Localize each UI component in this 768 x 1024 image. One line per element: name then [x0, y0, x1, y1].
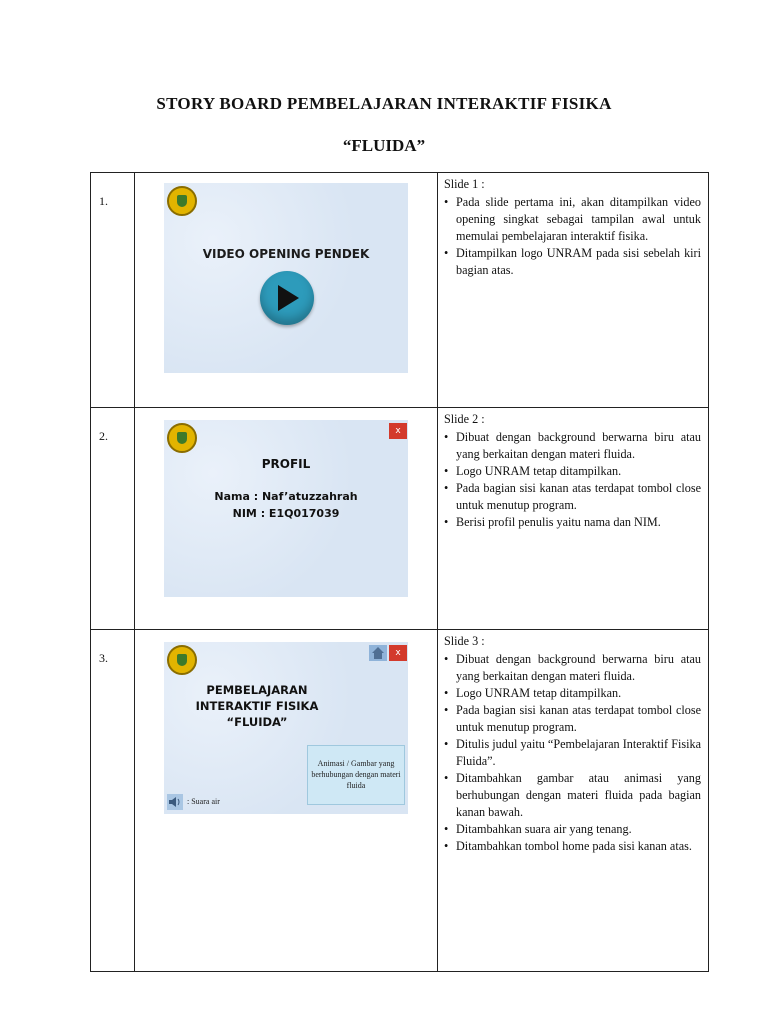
profile-nim: NIM : E1Q017039 — [232, 507, 340, 520]
list-item: • Ditambahkan gambar atau animasi yang berhubungan dengan materi fluida pada bagian kanan bawah. — [444, 770, 701, 821]
description-list — [444, 194, 701, 279]
storyboard-table — [90, 172, 709, 972]
slide-label: Slide 1 : — [444, 177, 485, 191]
sound-label: : Suara air — [187, 797, 220, 806]
document-subtitle: “FLUIDA” — [342, 136, 426, 155]
slide-label: Slide 2 : — [444, 412, 485, 426]
row-number: 3. — [91, 630, 135, 972]
animation-placeholder: Animasi / Gambar yang berhubungan dengan materi fluida — [307, 745, 405, 805]
profile-name: Nama : Naf’atuzzahrah — [214, 490, 358, 503]
unram-logo-icon — [167, 186, 197, 216]
slide-title-line: “FLUIDA” — [226, 715, 288, 729]
unram-logo-icon — [167, 423, 197, 453]
speaker-icon[interactable] — [167, 794, 183, 810]
document-title: STORY BOARD PEMBELAJARAN INTERAKTIF FISIKA — [156, 94, 612, 113]
list-item: • Logo UNRAM tetap ditampilkan. — [444, 463, 701, 480]
list-item: • Ditampilkan logo UNRAM pada sisi sebelah kiri bagian atas. — [444, 245, 701, 279]
list-item: • Logo UNRAM tetap ditampilkan. — [444, 685, 701, 702]
list-item: • Berisi profil penulis yaitu nama dan NIM. — [444, 514, 701, 531]
profile-title: PROFIL — [261, 457, 311, 471]
table-row — [91, 408, 709, 630]
unram-logo-icon — [167, 645, 197, 675]
slide-preview-1 — [164, 183, 408, 373]
description-list — [444, 651, 701, 855]
list-item: • Pada bagian sisi kanan atas terdapat tombol close untuk menutup program. — [444, 480, 701, 514]
list-item: • Pada slide pertama ini, akan ditampilkan video opening singkat sebagai tampilan awal untuk memulai pembelajaran interaktif fisika. — [444, 194, 701, 245]
list-item: • Dibuat dengan background berwarna biru atau yang berkaitan dengan materi fluida. — [444, 651, 701, 685]
slide-preview-cell — [135, 173, 438, 408]
table-row — [91, 173, 709, 408]
play-icon[interactable] — [260, 271, 314, 325]
close-icon[interactable]: x — [389, 423, 407, 439]
slide-description — [438, 630, 709, 972]
slide-title-line: PEMBELAJARAN — [206, 683, 308, 697]
slide-preview-cell — [135, 408, 438, 630]
video-opening-title: VIDEO OPENING PENDEK — [202, 247, 370, 261]
slide-description — [438, 408, 709, 630]
close-icon[interactable]: x — [389, 645, 407, 661]
table-row — [91, 630, 709, 972]
row-number: 1. — [91, 173, 135, 408]
slide-title — [192, 682, 322, 730]
slide-title-line: INTERAKTIF FISIKA — [195, 699, 319, 713]
row-number: 2. — [91, 408, 135, 630]
slide-description — [438, 173, 709, 408]
slide-preview-2 — [164, 420, 408, 597]
description-list — [444, 429, 701, 531]
home-icon[interactable] — [369, 645, 387, 661]
list-item: • Ditambahkan suara air yang tenang. — [444, 821, 701, 838]
slide-preview-3 — [164, 642, 408, 814]
list-item: • Dibuat dengan background berwarna biru atau yang berkaitan dengan materi fluida. — [444, 429, 701, 463]
slide-preview-cell — [135, 630, 438, 972]
slide-label: Slide 3 : — [444, 634, 485, 648]
list-item: • Pada bagian sisi kanan atas terdapat tombol close untuk menutup program. — [444, 702, 701, 736]
list-item: • Ditambahkan tombol home pada sisi kanan atas. — [444, 838, 701, 855]
list-item: • Ditulis judul yaitu “Pembelajaran Interaktif Fisika Fluida”. — [444, 736, 701, 770]
